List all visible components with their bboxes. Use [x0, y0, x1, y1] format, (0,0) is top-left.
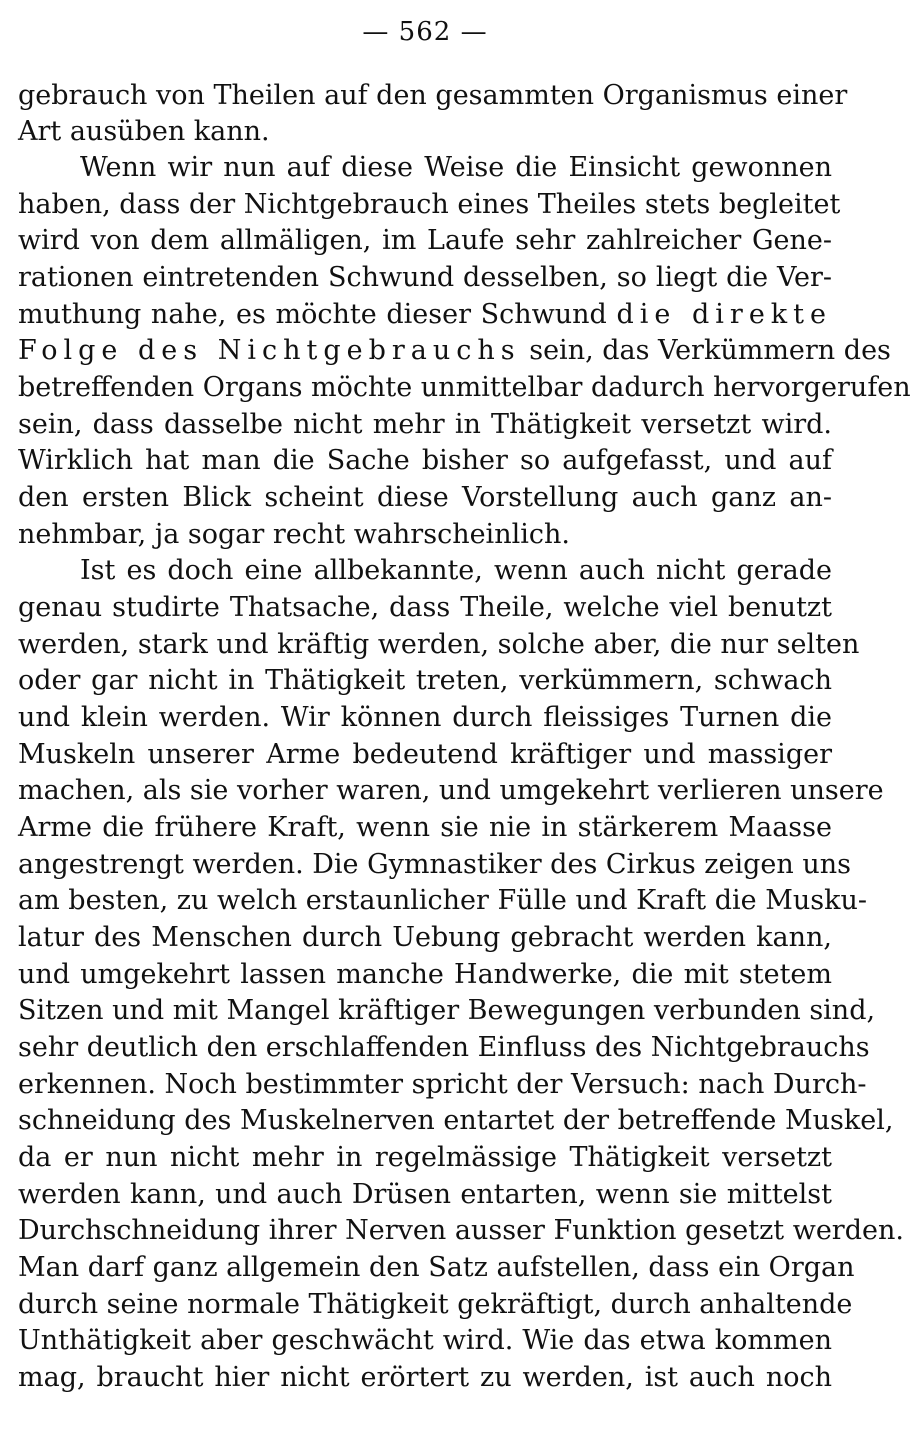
- text-line: Wenn wir nun auf diese Weise die Einsicht gewonnen: [80, 152, 832, 183]
- text-line: latur des Menschen durch Uebung gebracht werden kann,: [18, 922, 832, 953]
- text-line: durch seine normale Thätigkeit gekräftigt, durch anhaltende: [18, 1289, 853, 1320]
- text-line: [18, 297, 832, 333]
- text-line: nehmbar, ja sogar recht wahrscheinlich.: [18, 519, 570, 550]
- text-line: angestrengt werden. Die Gymnastiker des Cirkus zeigen uns: [18, 849, 851, 880]
- text-line: Ist es doch eine allbekannte, wenn auch nicht gerade: [80, 555, 832, 586]
- emphasized-text: Folge des Nichtgebrauchs: [18, 335, 521, 366]
- text-line: [18, 333, 891, 369]
- text-line: Arme die frühere Kraft, wenn sie nie in stärkerem Maasse: [18, 812, 832, 843]
- text-line: sehr deutlich den erschlaffenden Einfluss des Nichtgebrauchs: [18, 1032, 870, 1063]
- text-run: muthung nahe, es möchte dieser Schwund: [18, 299, 607, 330]
- text-line: Wirklich hat man die Sache bisher so aufgefasst, und auf: [18, 445, 832, 476]
- text-line: betreffenden Organs möchte unmittelbar dadurch hervorgerufen: [18, 372, 911, 403]
- text-line: genau studirte Thatsache, dass Theile, welche viel benutzt: [18, 592, 832, 623]
- text-line: Unthätigkeit aber geschwächt wird. Wie das etwa kommen: [18, 1325, 832, 1356]
- text-run: sein, das Verkümmern des: [529, 335, 891, 366]
- text-line: gebrauch von Theilen auf den gesammten Organismus einer: [18, 80, 848, 111]
- text-line: erkennen. Noch bestimmter spricht der Versuch: nach Durch-: [18, 1069, 867, 1100]
- text-line: sein, dass dasselbe nicht mehr in Thätigkeit versetzt wird.: [18, 409, 832, 440]
- text-line: Muskeln unserer Arme bedeutend kräftiger und massiger: [18, 739, 832, 770]
- text-line: und klein werden. Wir können durch fleissiges Turnen die: [18, 702, 832, 733]
- text-line: werden kann, und auch Drüsen entarten, wenn sie mittelst: [18, 1179, 832, 1210]
- text-line: werden, stark und kräftig werden, solche aber, die nur selten: [18, 629, 860, 660]
- text-line: und umgekehrt lassen manche Handwerke, die mit stetem: [18, 959, 832, 990]
- text-line: wird von dem allmäligen, im Laufe sehr zahlreicher Gene-: [18, 225, 832, 256]
- text-line: mag, braucht hier nicht erörtert zu werden, ist auch noch: [18, 1362, 832, 1393]
- page-number: — 562 —: [362, 17, 488, 47]
- text-line: den ersten Blick scheint diese Vorstellung auch ganz an-: [18, 482, 832, 513]
- emphasized-text: die direkte: [616, 299, 832, 330]
- text-line: haben, dass der Nichtgebrauch eines Theiles stets begleitet: [18, 189, 841, 220]
- text-line: am besten, zu welch erstaunlicher Fülle und Kraft die Musku-: [18, 885, 867, 916]
- text-line: rationen eintretenden Schwund desselben, so liegt die Ver-: [18, 262, 832, 293]
- text-line: Durchschneidung ihrer Nerven ausser Funktion gesetzt werden.: [18, 1215, 904, 1246]
- text-line: machen, als sie vorher waren, und umgekehrt verlieren unsere: [18, 775, 884, 806]
- text-line: Art ausüben kann.: [18, 116, 270, 147]
- text-line: oder gar nicht in Thätigkeit treten, verkümmern, schwach: [18, 665, 832, 696]
- text-line: schneidung des Muskelnerven entartet der betreffende Muskel,: [18, 1105, 894, 1136]
- text-line: Man darf ganz allgemein den Satz aufstellen, dass ein Organ: [18, 1252, 855, 1283]
- text-line: da er nun nicht mehr in regelmässige Thätigkeit versetzt: [18, 1142, 832, 1173]
- text-line: Sitzen und mit Mangel kräftiger Bewegungen verbunden sind,: [18, 995, 876, 1026]
